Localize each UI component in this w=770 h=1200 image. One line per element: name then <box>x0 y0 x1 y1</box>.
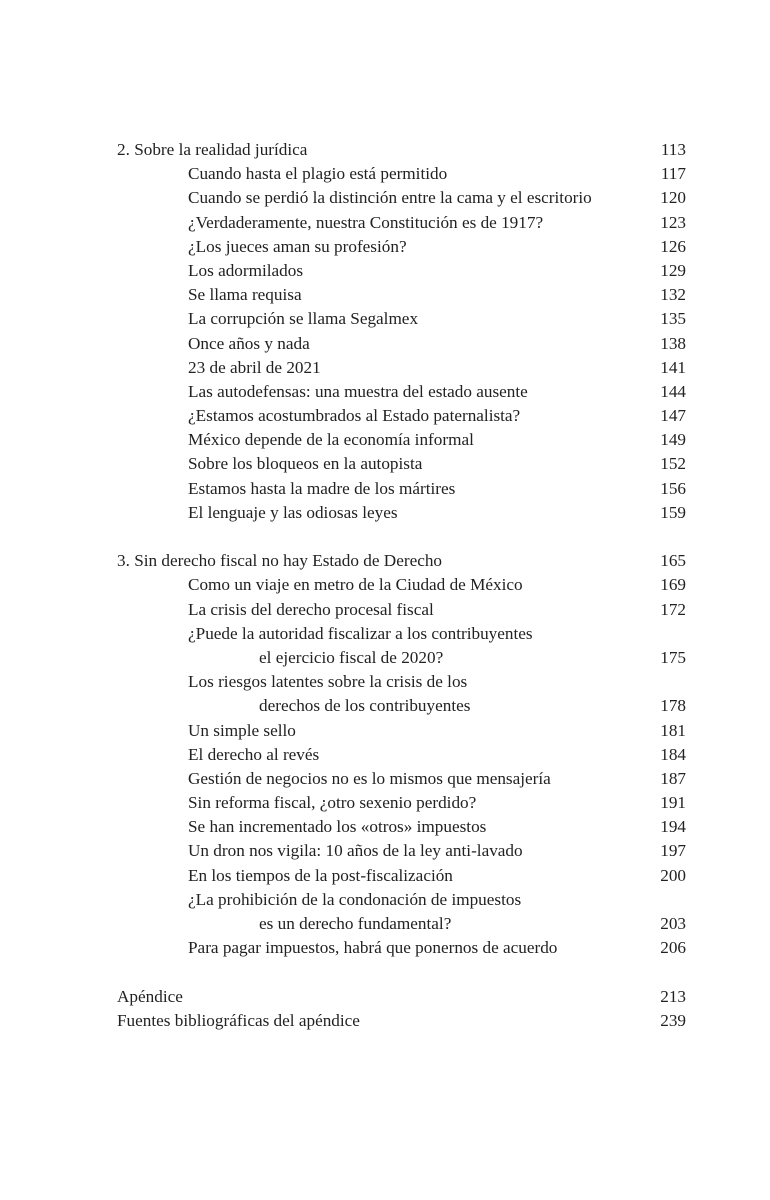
page-number: 213 <box>660 986 686 1006</box>
entry-title: Apéndice <box>117 986 183 1006</box>
toc-entry <box>117 259 686 283</box>
entry-title: derechos de los contribuyentes <box>259 696 471 716</box>
toc-entry <box>117 235 686 259</box>
page-number: 152 <box>660 454 686 474</box>
toc-entry <box>117 912 686 936</box>
toc-entry <box>117 477 686 501</box>
entry-title: El lenguaje y las odiosas leyes <box>188 502 398 522</box>
page-number: 123 <box>660 212 686 232</box>
entry-title: Los riesgos latentes sobre la crisis de los <box>188 672 468 692</box>
entry-title: Cuando se perdió la distinción entre la cama y el escritorio <box>188 188 592 208</box>
page-number: 132 <box>660 285 686 305</box>
page-number: 172 <box>660 599 686 619</box>
toc-entry <box>117 791 686 815</box>
toc-entry <box>117 452 686 476</box>
toc-entry <box>117 501 686 525</box>
toc-entry <box>117 356 686 380</box>
toc-entry <box>117 186 686 210</box>
page-number: 191 <box>660 793 686 813</box>
page-number: 239 <box>660 1010 686 1030</box>
toc-entry <box>117 283 686 307</box>
entry-title: Un simple sello <box>188 720 296 740</box>
entry-title: 23 de abril de 2021 <box>188 357 321 377</box>
entry-title: ¿La prohibición de la condonación de impuestos <box>188 889 522 909</box>
entry-title: La crisis del derecho procesal fiscal <box>188 599 434 619</box>
toc-entry <box>117 743 686 767</box>
page-number: 200 <box>660 865 686 885</box>
page-number: 181 <box>660 720 686 740</box>
page-number: 149 <box>660 430 686 450</box>
page-number: 113 <box>660 140 686 159</box>
toc-entry <box>117 694 686 718</box>
page-number: 206 <box>660 938 686 958</box>
page-number: 144 <box>660 381 686 401</box>
entry-title: 2. Sobre la realidad jurídica <box>117 140 308 159</box>
toc-entry <box>117 670 686 694</box>
page-number: 175 <box>660 647 686 667</box>
page-number: 194 <box>660 817 686 837</box>
entry-title: Sin reforma fiscal, ¿otro sexenio perdido? <box>188 793 477 813</box>
entry-title: Se llama requisa <box>188 285 302 305</box>
toc-entry <box>117 815 686 839</box>
toc-entry <box>117 428 686 452</box>
toc-entry <box>117 332 686 356</box>
entry-title: Los adormilados <box>188 260 304 280</box>
entry-title: Fuentes bibliográficas del apéndice <box>117 1010 360 1030</box>
page-number: 138 <box>660 333 686 353</box>
entry-title: ¿Los jueces aman su profesión? <box>188 236 407 256</box>
entry-title: Las autodefensas: una muestra del estado ausente <box>188 381 528 401</box>
page-number: 197 <box>660 841 686 861</box>
toc-entry <box>117 211 686 235</box>
page-number: 178 <box>660 696 686 716</box>
section-spacer <box>117 960 686 984</box>
page-number: 117 <box>660 164 686 184</box>
entry-title: Once años y nada <box>188 333 310 353</box>
entry-title: ¿Verdaderamente, nuestra Constitución es de 1917? <box>188 212 544 232</box>
toc-entry <box>117 719 686 743</box>
back-matter-entry <box>117 985 686 1009</box>
toc-entry <box>117 767 686 791</box>
page-number: 184 <box>660 744 686 764</box>
table-of-contents <box>117 138 686 1033</box>
toc-entry <box>117 936 686 960</box>
section-spacer <box>117 525 686 549</box>
entry-title: es un derecho fundamental? <box>259 914 452 933</box>
toc-entry <box>117 888 686 912</box>
toc-entry <box>117 573 686 597</box>
page-number: 141 <box>660 357 686 377</box>
toc-entry <box>117 622 686 646</box>
page-number: 156 <box>660 478 686 498</box>
entry-title: ¿Estamos acostumbrados al Estado paternalista? <box>188 406 521 426</box>
page-number: 187 <box>660 768 686 788</box>
entry-title: La corrupción se llama Segalmex <box>188 309 419 329</box>
entry-title: Estamos hasta la madre de los mártires <box>188 478 456 498</box>
entry-title: Cuando hasta el plagio está permitido <box>188 164 448 184</box>
page-number: 126 <box>660 236 686 256</box>
page-number: 203 <box>660 914 686 933</box>
page-number: 165 <box>660 551 686 571</box>
entry-title: México depende de la economía informal <box>188 430 474 450</box>
entry-title: El derecho al revés <box>188 744 320 764</box>
toc-entry <box>117 404 686 428</box>
entry-title: Sobre los bloqueos en la autopista <box>188 454 423 474</box>
entry-title: 3. Sin derecho fiscal no hay Estado de Derecho <box>117 551 443 571</box>
page-number: 129 <box>660 260 686 280</box>
entry-title: Como un viaje en metro de la Ciudad de México <box>188 575 523 595</box>
page-number: 159 <box>660 502 686 522</box>
page-number: 120 <box>660 188 686 208</box>
toc-entry <box>117 598 686 622</box>
page-number: 169 <box>660 575 686 595</box>
toc-entry <box>117 646 686 670</box>
back-matter-entry <box>117 1009 686 1033</box>
page-number: 147 <box>660 406 686 426</box>
toc-entry <box>117 839 686 863</box>
entry-title: Gestión de negocios no es lo mismos que mensajería <box>188 768 551 788</box>
toc-entry <box>117 162 686 186</box>
toc-entry <box>117 307 686 331</box>
entry-title: Se han incrementado los «otros» impuestos <box>188 817 487 837</box>
toc-entry <box>117 380 686 404</box>
entry-title: Un dron nos vigila: 10 años de la ley anti-lavado <box>188 841 523 861</box>
section-heading <box>117 549 686 573</box>
page-number: 135 <box>660 309 686 329</box>
section-heading <box>117 138 686 162</box>
entry-title: ¿Puede la autoridad fiscalizar a los contribuyentes <box>188 623 533 643</box>
entry-title: En los tiempos de la post-fiscalización <box>188 865 453 885</box>
toc-entry <box>117 864 686 888</box>
entry-title: Para pagar impuestos, habrá que ponernos de acuerdo <box>188 938 558 958</box>
entry-title: el ejercicio fiscal de 2020? <box>259 647 444 667</box>
